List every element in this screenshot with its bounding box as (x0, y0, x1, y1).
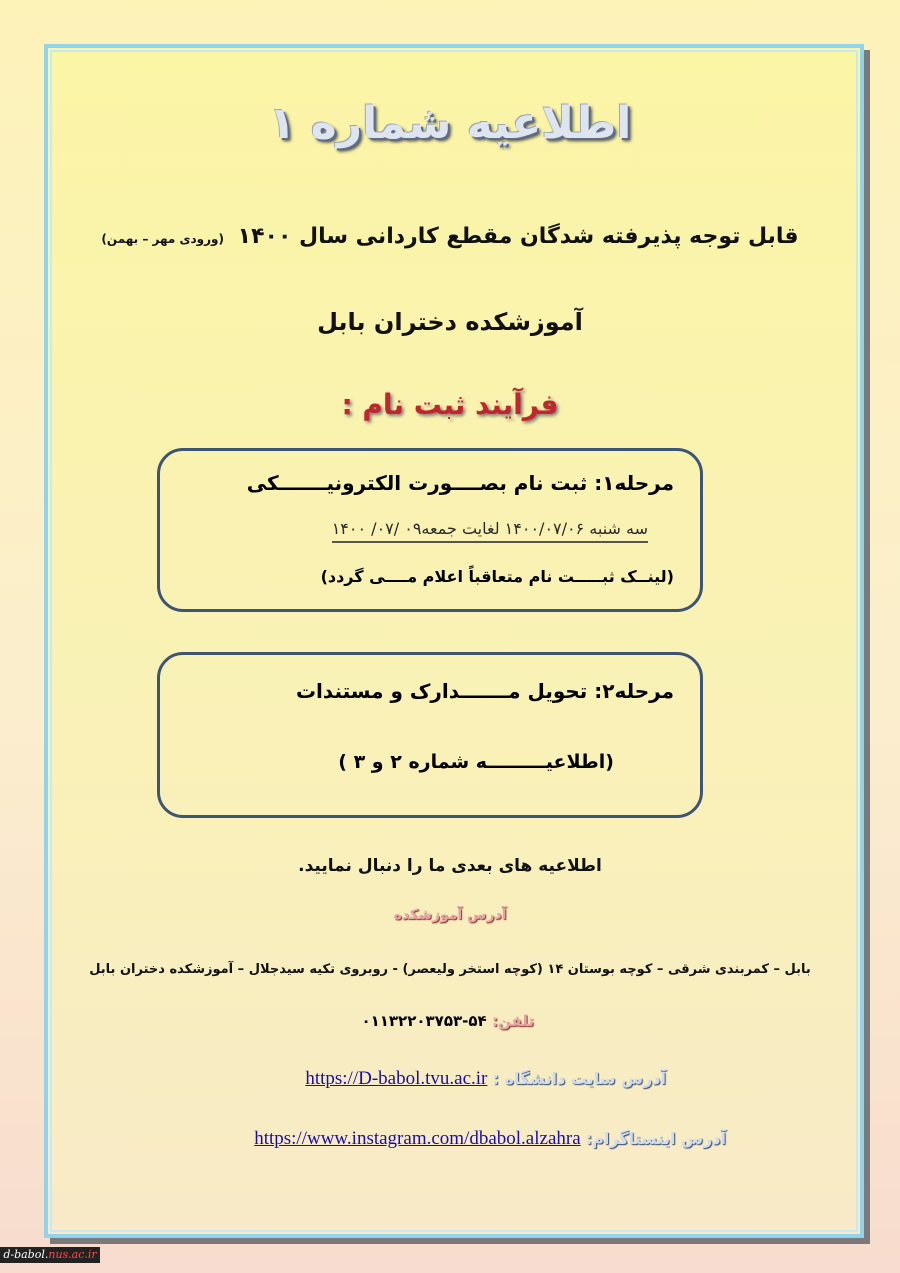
badge-suffix: nus.ac.ir (48, 1248, 97, 1261)
site-line (305, 1068, 666, 1090)
badge-prefix: d-babol. (3, 1248, 49, 1261)
site-link[interactable]: https://D-babol.tvu.ac.ir (305, 1068, 488, 1089)
stage2-heading: مرحله۲: تحویل مـــــــدارک و مستندات (295, 679, 674, 703)
site-label: آدرس سایت دانشگاه : (492, 1069, 666, 1088)
phone-value: ۵۴-۰۱۱۳۲۲۰۳۷۵۳ (361, 1012, 487, 1030)
instagram-line (254, 1128, 726, 1150)
stage2-box (157, 652, 703, 818)
watermark-badge (0, 1247, 100, 1263)
follow-text: اطلاعیه های بعدی ما را دنبال نمایید. (298, 856, 602, 876)
stage1-box (157, 448, 703, 612)
stage1-heading: مرحله۱: ثبت نام بصــــورت الکترونیـــــــکی (246, 471, 674, 495)
address-title: آدرس آموزشکده (393, 907, 507, 923)
subtitle (0, 224, 900, 249)
instagram-link[interactable]: https://www.instagram.com/dbabol.alzahra (254, 1128, 581, 1149)
subtitle-note: (ورودی مهر – بهمن) (101, 232, 224, 246)
stage1-dates: سه شنبه ۱۴۰۰/۰۷/۰۶ لغایت جمعه۰۹ /۰۷/ ۱۴۰۰ (332, 519, 648, 543)
instagram-label: آدرس اینستاگرام: (585, 1129, 726, 1148)
process-heading: فرآیند ثبت نام : (341, 388, 559, 421)
subtitle-main: قابل توجه پذیرفته شدگان مقطع کاردانی سال ۱۴۰۰ (237, 224, 799, 249)
stage2-announcement: (اطلاعیـــــــــه شماره ۲ و ۳ ) (338, 751, 614, 773)
address-text: بابل – کمربندی شرقی – کوچه بوستان ۱۴ (کوچه استخر ولیعصر) - روبروی تکیه سیدجلال – آموزشکده دختران بابل (89, 962, 811, 977)
phone-label: تلفن: (491, 1012, 534, 1030)
phone-line (361, 1012, 534, 1030)
stage1-link-note: (لینــک ثبـــــت نام متعاقباً اعلام مــــی گردد) (320, 567, 674, 586)
page-title: اطلاعیه شماره ۱ (268, 98, 632, 149)
school-name: آموزشکده دختران بابل (317, 308, 583, 336)
